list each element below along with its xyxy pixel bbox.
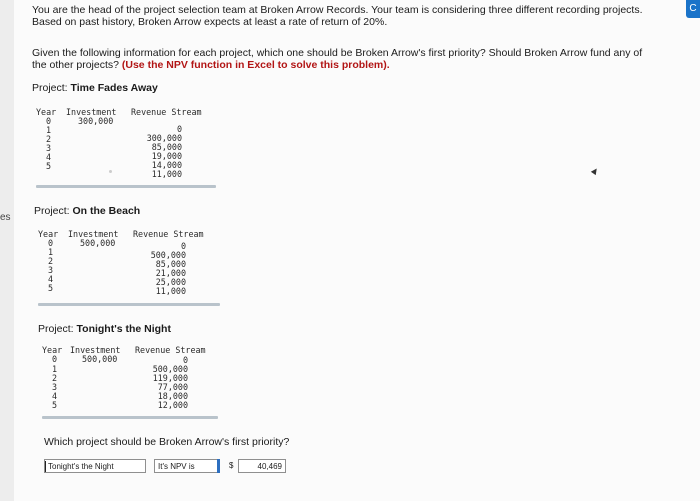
npv-label: It's NPV is (158, 462, 195, 471)
investment-cell: 300,000 (78, 116, 114, 126)
npv-amount-input[interactable]: 40,469 (238, 459, 286, 473)
year-cell: 1 (46, 125, 52, 135)
project-2-table (38, 230, 220, 310)
header-year: Year (36, 107, 57, 117)
project-2-title (34, 205, 140, 217)
investment-cell: 500,000 (82, 354, 118, 364)
project-1-prefix: Project: (32, 82, 71, 94)
project-1-name: Time Fades Away (70, 82, 158, 94)
table-underline (36, 185, 216, 188)
revenue-cell: 11,000 (155, 286, 186, 296)
project-3-prefix: Project: (38, 323, 77, 335)
revenue-cell: 0 (176, 124, 182, 134)
year-cell: 0 (48, 238, 54, 248)
header-year: Year (42, 345, 63, 355)
excel-hint: (Use the NPV function in Excel to solve this problem). (121, 59, 390, 71)
project-3-title (38, 323, 171, 335)
revenue-cell: 500,000 (150, 250, 186, 260)
year-cell: 0 (52, 354, 58, 364)
question-line-1: Given the following information for each project, which one should be Broken Arrow's first priority? Should Broken Arrow fund any of (32, 47, 643, 59)
year-cell: 3 (46, 143, 52, 153)
revenue-cell: 19,000 (151, 151, 182, 161)
left-edge-text: es (0, 212, 11, 223)
intro-line-2: Based on past history, Broken Arrow expects at least a rate of return of 20%. (32, 16, 388, 28)
project-3-name: Tonight's the Night (76, 323, 171, 335)
project-2-prefix: Project: (34, 205, 73, 217)
currency-symbol: $ (229, 461, 234, 470)
problem-sheet (14, 0, 700, 501)
year-cell: 5 (52, 400, 58, 410)
project-2-name: On the Beach (72, 205, 141, 217)
revenue-cell: 0 (182, 355, 188, 365)
project-3-table (42, 346, 218, 422)
revenue-cell: 85,000 (151, 142, 182, 152)
revenue-cell: 119,000 (152, 373, 188, 383)
question-line-2-text: the other projects? (32, 59, 122, 71)
question-line-2 (32, 59, 390, 71)
revenue-cell: 0 (180, 241, 186, 251)
table-underline (38, 303, 220, 306)
header-investment: Investment (66, 107, 117, 117)
investment-cell: 500,000 (80, 238, 116, 248)
revenue-cell: 300,000 (146, 133, 182, 143)
intro-line-1: You are the head of the project selection team at Broken Arrow Records. Your team is considering three different recording projects. (32, 4, 643, 16)
revenue-cell: 18,000 (157, 391, 188, 401)
npv-label-dropdown[interactable] (154, 459, 220, 473)
text-caret (45, 461, 46, 472)
priority-project-dropdown[interactable] (44, 459, 146, 473)
project-1-title (32, 82, 158, 94)
year-cell: 1 (52, 364, 58, 374)
header-revenue: Revenue Stream (133, 229, 204, 239)
revenue-cell: 85,000 (155, 259, 186, 269)
year-cell: 4 (48, 274, 54, 284)
revenue-cell: 11,000 (151, 169, 182, 179)
project-1-table (36, 108, 216, 190)
header-investment: Investment (70, 345, 121, 355)
header-investment: Investment (68, 229, 119, 239)
year-cell: 4 (52, 391, 58, 401)
header-revenue: Revenue Stream (131, 107, 202, 117)
revenue-cell: 21,000 (155, 268, 186, 278)
dropdown-marker (217, 459, 220, 473)
year-cell: 0 (46, 116, 52, 126)
table-underline (42, 416, 218, 419)
year-cell: 1 (48, 247, 54, 257)
year-cell: 5 (48, 283, 54, 293)
year-cell: 2 (46, 134, 52, 144)
pointer-icon (591, 167, 599, 175)
year-cell: 5 (46, 161, 52, 171)
year-cell: 2 (52, 373, 58, 383)
cursor-dot (109, 170, 112, 173)
year-cell: 4 (46, 152, 52, 162)
year-cell: 3 (52, 382, 58, 392)
year-cell: 2 (48, 256, 54, 266)
revenue-cell: 14,000 (151, 160, 182, 170)
priority-question: Which project should be Broken Arrow's first priority? (44, 436, 290, 448)
revenue-cell: 500,000 (152, 364, 188, 374)
revenue-cell: 25,000 (155, 277, 186, 287)
revenue-cell: 77,000 (157, 382, 188, 392)
header-revenue: Revenue Stream (135, 345, 206, 355)
header-year: Year (38, 229, 59, 239)
selected-project: Tonight's the Night (48, 462, 114, 471)
revenue-cell: 12,000 (157, 400, 188, 410)
year-cell: 3 (48, 265, 54, 275)
right-edge-badge[interactable]: C (686, 0, 700, 18)
